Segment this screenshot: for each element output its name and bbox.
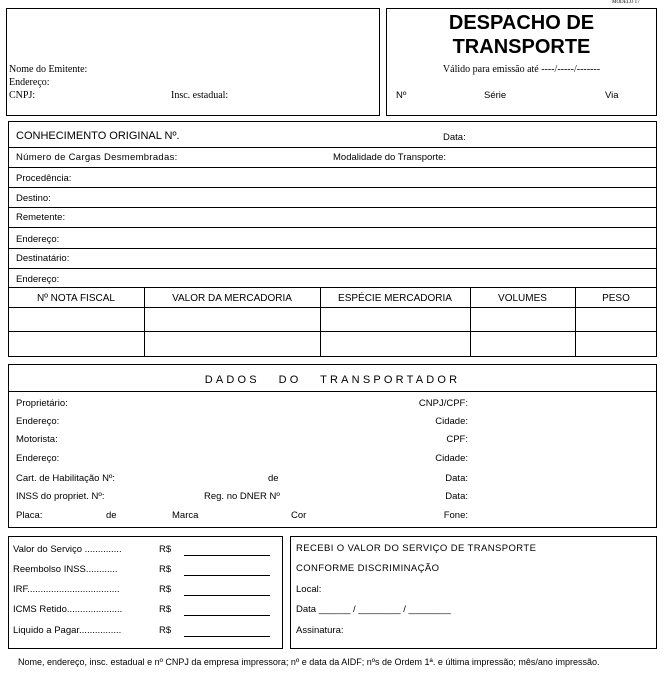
- via-label: Via: [605, 90, 619, 101]
- table-row: [8, 331, 657, 357]
- currency-label: R$: [159, 584, 172, 595]
- cell-volumes[interactable]: [470, 331, 575, 357]
- transportador-title: DADOS DO TRANSPORTADOR: [204, 374, 461, 386]
- header-peso: PESO: [602, 293, 630, 304]
- cell-peso[interactable]: [575, 307, 657, 331]
- cell-peso[interactable]: [575, 331, 657, 357]
- cpf-label: CPF:: [446, 434, 468, 445]
- valor-servico-field[interactable]: [184, 555, 270, 556]
- transportador-box: [8, 364, 657, 528]
- recibo-line2: CONFORME DISCRIMINAÇÃO: [296, 563, 440, 574]
- reembolso-inss-label: Reembolso INSS............: [13, 564, 118, 575]
- currency-label: R$: [159, 544, 172, 555]
- placa-label: Placa:: [16, 510, 43, 521]
- dner-label: Reg. no DNER Nº: [204, 491, 280, 502]
- cidade-proprietario-label: Cidade:: [435, 416, 468, 427]
- serie-label: Série: [484, 90, 507, 101]
- irf-field[interactable]: [184, 595, 270, 596]
- icms-retido-field[interactable]: [184, 615, 270, 616]
- habilitacao-de-label: de: [268, 473, 279, 484]
- destinatario-label: Destinatário:: [16, 253, 70, 264]
- icms-retido-label: ICMS Retido.....................: [13, 604, 123, 615]
- liquido-pagar-field[interactable]: [184, 636, 270, 637]
- recibo-line1: RECEBI O VALOR DO SERVIÇO DE TRANSPORTE: [296, 543, 537, 554]
- marca-label: Marca: [172, 510, 199, 521]
- currency-label: R$: [159, 604, 172, 615]
- insc-estadual-label: Insc. estadual:: [171, 90, 229, 101]
- valor-servico-label: Valor do Serviço ..............: [13, 544, 122, 555]
- endereco-proprietario-label: Endereço:: [16, 416, 60, 427]
- recibo-assinatura-label: Assinatura:: [296, 625, 344, 636]
- numero-label: Nº: [396, 90, 407, 101]
- nome-emitente-label: Nome do Emitente:: [9, 64, 88, 75]
- destino-label: Destino:: [16, 193, 51, 204]
- header-volumes: VOLUMES: [498, 293, 547, 304]
- recibo-local-label: Local:: [296, 584, 322, 595]
- currency-label: R$: [159, 625, 172, 636]
- remetente-label: Remetente:: [16, 212, 66, 223]
- cell-valor-mercadoria[interactable]: [144, 331, 320, 357]
- fone-label: Fone:: [443, 510, 468, 521]
- header-especie-mercadoria: ESPÉCIE MERCADORIA: [338, 293, 452, 304]
- procedencia-label: Procedência:: [16, 173, 72, 184]
- table-row: [8, 307, 657, 331]
- endereco-emitente-label: Endereço:: [9, 77, 50, 88]
- cor-label: Cor: [291, 510, 307, 521]
- recibo-data-label: Data ______ / ________ / ________: [296, 604, 451, 615]
- cnpj-cpf-label: CNPJ/CPF:: [418, 398, 468, 409]
- habilitacao-label: Cart. de Habilitação Nº:: [16, 473, 116, 484]
- modalidade-label: Modalidade do Transporte:: [333, 152, 447, 163]
- placa-de-label: de: [106, 510, 117, 521]
- header-nota-fiscal: Nº NOTA FISCAL: [37, 293, 115, 304]
- endereco-motorista-label: Endereço:: [16, 453, 60, 464]
- irf-label: IRF...................................: [13, 584, 120, 595]
- cnpj-emitente-label: CNPJ:: [9, 90, 36, 101]
- titulo-line2: TRANSPORTE: [452, 36, 591, 58]
- cell-especie-mercadoria[interactable]: [320, 331, 470, 357]
- data-inss-label: Data:: [445, 491, 468, 502]
- endereco-destinatario-label: Endereço:: [16, 274, 60, 285]
- liquido-pagar-label: Liquido a Pagar................: [13, 625, 122, 636]
- motorista-label: Motorista:: [16, 434, 58, 445]
- conhecimento-data-label: Data:: [443, 132, 466, 143]
- proprietario-label: Proprietário:: [16, 398, 68, 409]
- inss-label: INSS do propriet. Nº:: [16, 491, 105, 502]
- titulo-line1: DESPACHO DE: [448, 12, 595, 34]
- cargas-label: Número de Cargas Desmembradas:: [16, 152, 178, 163]
- conhecimento-original-label: CONHECIMENTO ORIGINAL Nº.: [16, 130, 180, 142]
- endereco-remetente-label: Endereço:: [16, 234, 60, 245]
- cell-nota-fiscal[interactable]: [8, 307, 144, 331]
- validade-text: Válido para emissão até ----/-----/-------: [442, 64, 601, 75]
- header-valor-mercadoria: VALOR DA MERCADORIA: [172, 293, 292, 304]
- cell-valor-mercadoria[interactable]: [144, 307, 320, 331]
- rodape-text: Nome, endereço, insc. estadual e nº CNPJ da empresa impressora; nº e data da AIDF; nºs de Ordem 1ª. e última impressão; mês/ano impressão.: [18, 657, 600, 667]
- cell-volumes[interactable]: [470, 307, 575, 331]
- cell-nota-fiscal[interactable]: [8, 331, 144, 357]
- currency-label: R$: [159, 564, 172, 575]
- data-habilitacao-label: Data:: [445, 473, 468, 484]
- model-tag: MODELO 17: [612, 0, 640, 5]
- cidade-motorista-label: Cidade:: [435, 453, 468, 464]
- reembolso-inss-field[interactable]: [184, 575, 270, 576]
- cell-especie-mercadoria[interactable]: [320, 307, 470, 331]
